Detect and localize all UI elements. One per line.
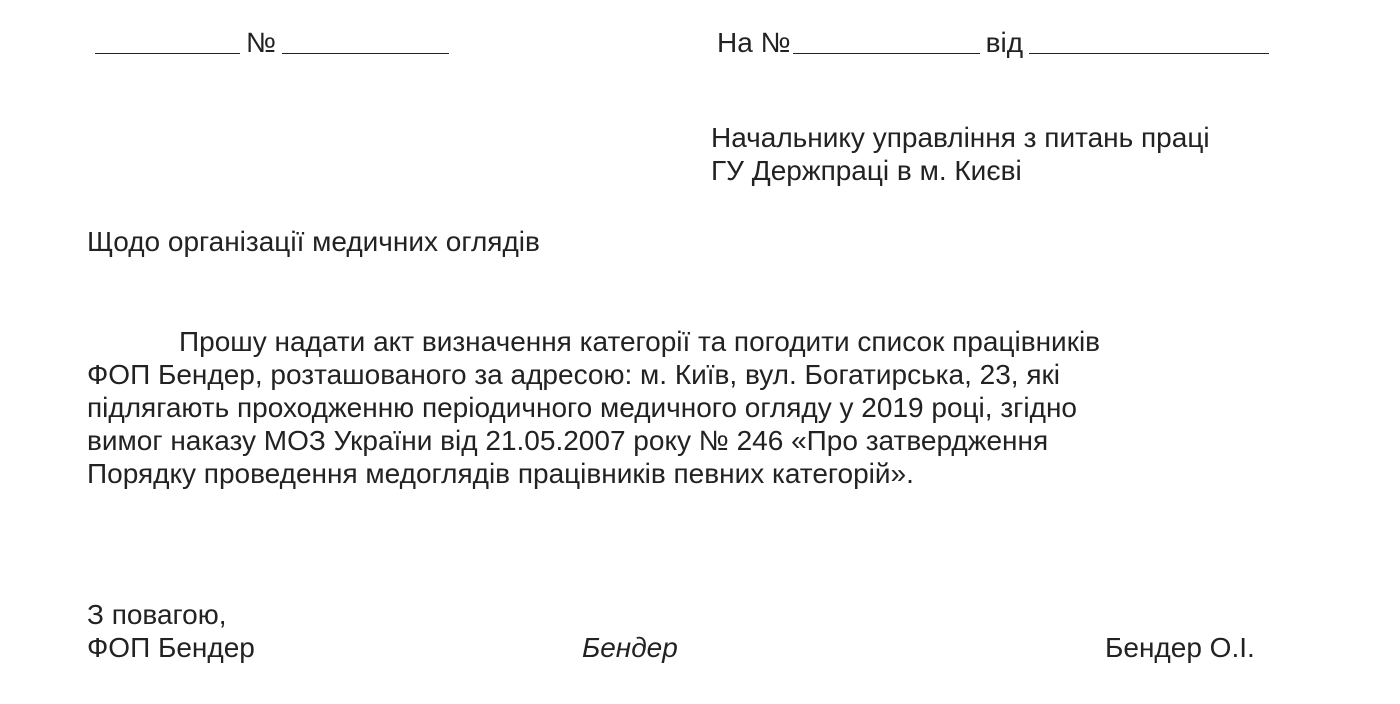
- reply-to-number-blank: [793, 23, 980, 54]
- outgoing-reference: [95, 25, 449, 61]
- closing-regards: З повагою,: [87, 599, 227, 630]
- reply-to-date-word: від: [985, 27, 1024, 58]
- reply-to-prefix: На №: [717, 27, 791, 58]
- body-line: Порядку проведення медоглядів працівників певних категорій».: [87, 458, 914, 489]
- handwritten-signature: Бендер: [582, 632, 678, 663]
- outgoing-number-sign: №: [246, 27, 277, 58]
- closing-block: [87, 598, 255, 664]
- incoming-reference: [717, 25, 1269, 61]
- body-line: підлягають проходженню періодичного медичного огляду у 2019 році, згідно: [87, 392, 1077, 423]
- signer-name: Бендер О.І.: [1105, 632, 1255, 663]
- reply-to-date-blank: [1029, 23, 1269, 54]
- outgoing-number-blank: [282, 23, 449, 54]
- body-line: вимог наказу МОЗ України від 21.05.2007 року № 246 «Про затвердження: [87, 425, 1049, 456]
- outgoing-date-blank: [95, 23, 240, 54]
- addressee-block: [711, 121, 1210, 187]
- letter-body: [87, 325, 1317, 490]
- addressee-line-1: Начальнику управління з питань праці: [711, 122, 1210, 153]
- letter-subject: Щодо організації медичних оглядів: [87, 226, 540, 257]
- body-line: Прошу надати акт визначення категорії та погодити список працівників: [179, 326, 1101, 357]
- closing-sender: ФОП Бендер: [87, 632, 255, 663]
- body-line: ФОП Бендер, розташованого за адресою: м. Київ, вул. Богатирська, 23, які: [87, 359, 1060, 390]
- addressee-line-2: ГУ Держпраці в м. Києві: [711, 155, 1022, 186]
